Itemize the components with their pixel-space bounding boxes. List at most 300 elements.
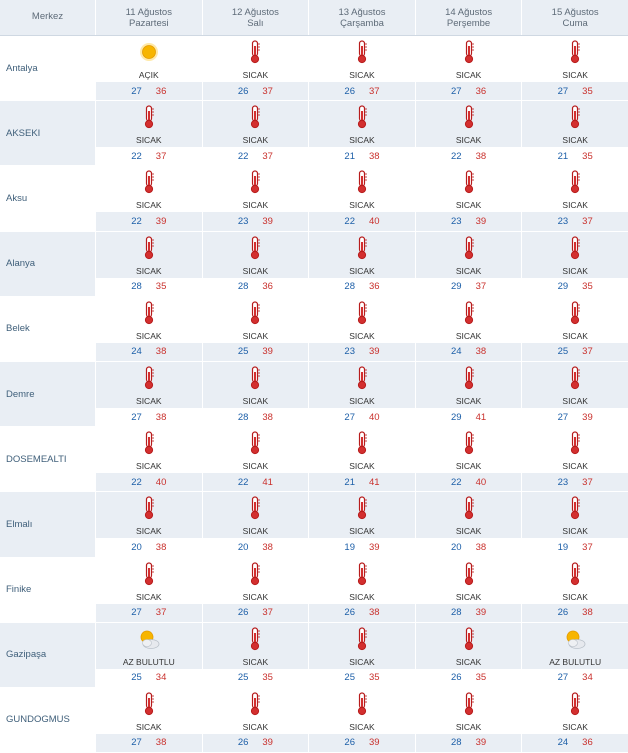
thermometer-icon [138,366,160,390]
max-temp: 38 [475,150,487,162]
condition-label: SICAK [562,526,588,537]
min-temp: 23 [237,215,249,227]
condition-label: SICAK [455,591,482,602]
city-name[interactable]: DOSEMEALTI [0,427,95,491]
min-temp: 19 [344,541,355,553]
thermometer-icon [458,236,480,260]
max-temp: 35 [262,672,273,684]
city-name[interactable]: GUNDOGMUS [0,688,95,752]
min-temp: 22 [237,150,249,162]
max-temp: 41 [368,476,380,488]
forecast-cell [202,232,309,296]
min-temp: 28 [344,281,355,293]
condition-label: SICAK [455,656,482,667]
condition-label: SICAK [136,526,162,537]
thermometer-icon [458,105,480,129]
min-temp: 25 [557,346,569,358]
thermometer-icon [351,431,373,455]
condition-label: SICAK [562,591,588,602]
min-temp: 25 [237,672,249,684]
min-temp: 22 [237,476,249,488]
max-temp: 38 [262,411,273,423]
min-temp: 21 [344,476,355,488]
thermometer-icon [351,40,373,64]
condition-label: SICAK [349,135,375,146]
forecast-cell [202,427,309,491]
forecast-cell [521,297,628,361]
forecast-cell [202,623,309,687]
condition-label: SICAK [562,395,588,406]
thermometer-icon [564,366,586,390]
forecast-cell [521,427,628,491]
max-temp: 40 [368,411,380,423]
forecast-cell [521,492,628,556]
max-temp: 39 [262,215,273,227]
condition-label: SICAK [562,721,588,732]
condition-label: SICAK [242,200,269,211]
max-temp: 38 [368,150,380,162]
min-temp: 25 [344,672,355,684]
min-temp: 28 [451,607,462,619]
thermometer-icon [244,366,266,390]
forecast-cell [415,297,522,361]
thermometer-icon [138,562,160,586]
thermometer-icon [458,692,480,716]
city-name[interactable]: Demre [0,362,95,426]
thermometer-icon [351,692,373,716]
max-temp: 39 [368,737,380,749]
thermometer-icon [564,40,586,64]
min-temp: 26 [237,85,249,97]
max-temp: 37 [582,346,593,358]
forecast-cell [308,492,415,556]
forecast-cell [308,36,415,100]
forecast-cell [308,427,415,491]
forecast-cell [415,492,522,556]
thermometer-icon [564,692,586,716]
min-temp: 29 [557,281,569,293]
min-temp: 26 [344,607,355,619]
max-temp: 35 [582,281,593,293]
max-temp: 37 [368,85,380,97]
max-temp: 39 [475,607,487,619]
forecast-cell [95,232,202,296]
max-temp: 39 [582,411,593,423]
thermometer-icon [458,301,480,325]
condition-label: SICAK [136,265,162,276]
min-temp: 27 [131,411,142,423]
forecast-cell [95,36,202,100]
thermometer-icon [138,236,160,260]
condition-label: SICAK [349,70,375,80]
condition-label: SICAK [455,200,482,211]
thermometer-icon [564,301,586,325]
header-day [308,0,415,35]
min-temp: 28 [237,411,249,423]
min-temp: 28 [237,281,249,293]
max-temp: 37 [262,607,273,619]
condition-label: SICAK [136,591,162,602]
thermometer-icon [244,40,266,64]
condition-label: AZ BULUTLU [122,656,175,667]
max-temp: 35 [582,85,593,97]
min-temp: 29 [451,411,462,423]
max-temp: 38 [155,737,167,749]
condition-label: SICAK [349,200,375,211]
condition-label: SICAK [455,721,482,732]
table-row [0,427,628,492]
max-temp: 40 [155,476,167,488]
thermometer-icon [564,496,586,520]
partly-cloudy-icon [138,627,160,651]
forecast-cell [95,166,202,230]
thermometer-icon [244,301,266,325]
min-temp: 23 [344,346,355,358]
table-row [0,362,628,427]
condition-label: AÇIK [138,70,159,80]
forecast-cell [308,362,415,426]
header-city-label: Merkez [31,11,64,22]
condition-label: SICAK [242,591,269,602]
table-body [0,36,628,753]
condition-label: SICAK [562,135,588,146]
max-temp: 39 [368,541,380,553]
table-row [0,232,628,297]
forecast-cell [415,558,522,622]
header-date: 12 Ağustos [231,6,279,18]
thermometer-icon [458,627,480,651]
header-weekday: Perşembe [446,17,491,29]
min-temp: 26 [344,737,355,749]
max-temp: 37 [582,541,593,553]
table-row [0,166,628,231]
forecast-cell [415,362,522,426]
max-temp: 36 [582,737,593,749]
condition-label: SICAK [562,330,588,341]
forecast-cell [308,688,415,752]
thermometer-icon [458,40,480,64]
thermometer-icon [458,170,480,194]
thermometer-icon [458,366,480,390]
table-row [0,101,628,166]
min-temp: 22 [344,215,355,227]
forecast-cell [521,101,628,165]
thermometer-icon [351,236,373,260]
table-row [0,492,628,557]
condition-label: SICAK [242,70,269,80]
thermometer-icon [138,692,160,716]
max-temp: 37 [582,476,593,488]
min-temp: 26 [237,737,249,749]
forecast-cell [308,623,415,687]
forecast-cell [308,166,415,230]
min-temp: 26 [344,85,355,97]
max-temp: 38 [368,607,380,619]
max-temp: 35 [155,281,167,293]
thermometer-icon [244,627,266,651]
thermometer-icon [244,431,266,455]
table-row [0,688,628,753]
forecast-cell [95,558,202,622]
min-temp: 27 [557,411,569,423]
min-temp: 27 [131,85,142,97]
forecast-cell [95,492,202,556]
forecast-cell [415,623,522,687]
min-temp: 20 [237,541,249,553]
condition-label: SICAK [349,461,375,472]
max-temp: 35 [368,672,380,684]
condition-label: SICAK [242,461,269,472]
condition-label: SICAK [455,526,482,537]
min-temp: 27 [131,607,142,619]
thermometer-icon [244,562,266,586]
min-temp: 26 [557,607,569,619]
header-date: 15 Ağustos [551,6,599,18]
condition-label: SICAK [136,461,162,472]
min-temp: 23 [557,476,569,488]
forecast-cell [95,427,202,491]
min-temp: 23 [557,215,569,227]
forecast-cell [308,558,415,622]
thermometer-icon [458,496,480,520]
forecast-cell [308,101,415,165]
forecast-cell [521,623,628,687]
min-temp: 28 [131,281,142,293]
max-temp: 37 [475,281,487,293]
condition-label: SICAK [136,395,162,406]
thermometer-icon [458,431,480,455]
min-temp: 27 [451,85,462,97]
thermometer-icon [138,431,160,455]
thermometer-icon [351,170,373,194]
forecast-cell [521,558,628,622]
min-temp: 27 [131,737,142,749]
thermometer-icon [351,105,373,129]
max-temp: 38 [155,541,167,553]
forecast-cell [415,166,522,230]
header-weekday: Cuma [562,17,588,29]
header-day [95,0,202,35]
condition-label: SICAK [349,656,375,667]
thermometer-icon [138,496,160,520]
city-name[interactable]: AKSEKI [0,101,95,165]
condition-label: SICAK [242,265,269,276]
max-temp: 34 [155,672,167,684]
condition-label: SICAK [349,395,375,406]
max-temp: 41 [475,411,487,423]
forecast-cell [202,36,309,100]
condition-label: SICAK [562,200,588,211]
max-temp: 39 [262,346,273,358]
table-row [0,36,628,101]
condition-label: SICAK [562,70,588,80]
table-row [0,623,628,688]
condition-label: SICAK [562,265,588,276]
min-temp: 24 [557,737,569,749]
header-date: 13 Ağustos [338,6,386,18]
thermometer-icon [351,562,373,586]
thermometer-icon [564,170,586,194]
max-temp: 34 [582,672,593,684]
condition-label: SICAK [349,591,375,602]
min-temp: 19 [557,541,569,553]
thermometer-icon [351,301,373,325]
forecast-cell [415,232,522,296]
max-temp: 37 [155,150,167,162]
forecast-cell [202,101,309,165]
thermometer-icon [138,170,160,194]
table-header [0,0,628,36]
forecast-cell [202,558,309,622]
partly-cloudy-icon [564,627,586,651]
condition-label: SICAK [455,265,482,276]
header-date: 14 Ağustos [445,6,493,18]
condition-label: SICAK [455,330,482,341]
max-temp: 38 [155,411,167,423]
condition-label: SICAK [136,330,162,341]
max-temp: 35 [582,150,593,162]
min-temp: 22 [131,476,142,488]
forecast-cell [415,688,522,752]
header-weekday: Salı [247,17,264,29]
thermometer-icon [564,431,586,455]
min-temp: 26 [451,672,462,684]
header-day [202,0,309,35]
thermometer-icon [244,496,266,520]
max-temp: 36 [475,85,487,97]
condition-label: SICAK [242,135,269,146]
forecast-cell [202,166,309,230]
condition-label: SICAK [349,265,375,276]
forecast-cell [202,688,309,752]
condition-label: SICAK [455,461,482,472]
header-weekday: Çarşamba [340,17,384,29]
condition-label: SICAK [349,330,375,341]
min-temp: 20 [131,541,142,553]
city-name[interactable]: Gazipaşa [0,623,95,687]
max-temp: 39 [155,215,167,227]
thermometer-icon [138,105,160,129]
max-temp: 39 [368,346,380,358]
min-temp: 21 [557,150,569,162]
header-date: 11 Ağustos [125,6,172,18]
thermometer-icon [244,236,266,260]
min-temp: 27 [557,672,569,684]
min-temp: 28 [451,737,462,749]
condition-label: SICAK [455,135,482,146]
max-temp: 38 [262,541,273,553]
city-name[interactable]: Aksu [0,166,95,230]
forecast-cell [202,492,309,556]
forecast-cell [521,36,628,100]
max-temp: 36 [368,281,380,293]
condition-label: SICAK [242,721,269,732]
sun-icon [138,40,160,64]
max-temp: 41 [262,476,273,488]
max-temp: 39 [475,215,487,227]
max-temp: 37 [262,85,273,97]
forecast-cell [95,362,202,426]
min-temp: 20 [451,541,462,553]
min-temp: 22 [451,476,462,488]
condition-label: SICAK [455,395,482,406]
city-name[interactable]: Finike [0,558,95,622]
max-temp: 40 [368,215,380,227]
max-temp: 35 [475,672,487,684]
min-temp: 27 [557,85,569,97]
thermometer-icon [564,562,586,586]
forecast-cell [202,297,309,361]
min-temp: 29 [451,281,462,293]
max-temp: 39 [475,737,487,749]
condition-label: SICAK [562,461,588,472]
city-name[interactable]: Belek [0,297,95,361]
city-name[interactable]: Elmalı [0,492,95,556]
forecast-cell [95,623,202,687]
forecast-cell [308,297,415,361]
forecast-cell [95,101,202,165]
thermometer-icon [244,170,266,194]
thermometer-icon [564,236,586,260]
forecast-cell [415,427,522,491]
thermometer-icon [564,105,586,129]
city-name[interactable]: Alanya [0,232,95,296]
forecast-cell [521,362,628,426]
thermometer-icon [244,105,266,129]
min-temp: 22 [131,150,142,162]
min-temp: 24 [131,346,142,358]
header-day [415,0,522,35]
table-row [0,558,628,623]
city-name[interactable]: Antalya [0,36,95,100]
condition-label: SICAK [349,526,375,537]
thermometer-icon [458,562,480,586]
min-temp: 22 [451,150,462,162]
min-temp: 26 [237,607,249,619]
condition-label: SICAK [242,330,269,341]
min-temp: 24 [451,346,462,358]
forecast-cell [95,297,202,361]
min-temp: 25 [131,672,142,684]
header-day [521,0,628,35]
condition-label: SICAK [455,70,482,80]
forecast-cell [202,362,309,426]
min-temp: 27 [344,411,355,423]
max-temp: 39 [262,737,273,749]
condition-label: SICAK [242,656,269,667]
max-temp: 36 [262,281,273,293]
condition-label: SICAK [136,135,162,146]
min-temp: 23 [451,215,462,227]
max-temp: 38 [475,346,487,358]
min-temp: 21 [344,150,355,162]
forecast-cell [308,232,415,296]
thermometer-icon [138,301,160,325]
thermometer-icon [244,692,266,716]
condition-label: AZ BULUTLU [549,656,602,667]
condition-label: SICAK [349,721,375,732]
condition-label: SICAK [242,395,269,406]
thermometer-icon [351,496,373,520]
max-temp: 38 [582,607,593,619]
forecast-cell [521,688,628,752]
max-temp: 37 [262,150,273,162]
forecast-cell [95,688,202,752]
forecast-cell [521,232,628,296]
condition-label: SICAK [242,526,269,537]
forecast-cell [415,101,522,165]
header-weekday: Pazartesi [128,17,169,29]
